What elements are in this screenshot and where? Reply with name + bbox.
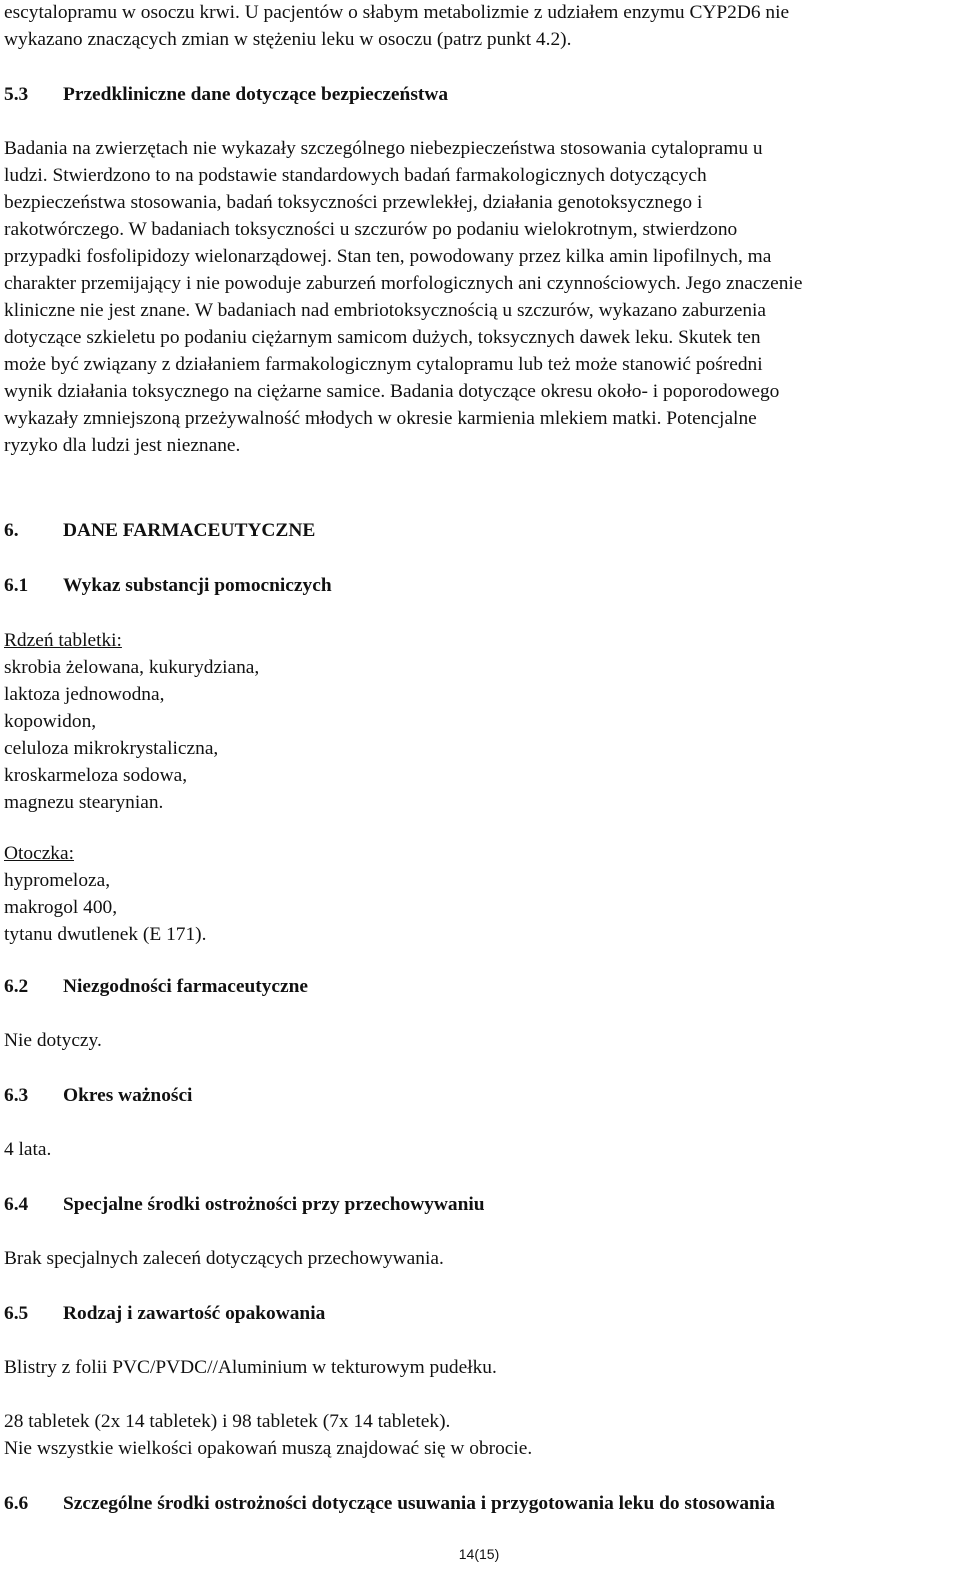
section-title: Wykaz substancji pomocniczych	[63, 575, 332, 596]
intro-line-1: escytalopramu w osoczu krwi. U pacjentów o słabym metabolizmie z udziałem enzymu CYP2D6 nie	[4, 2, 790, 23]
section-6-5-heading	[4, 1300, 954, 1327]
section-5-3-heading	[4, 81, 954, 108]
excipient-item: tytanu dwutlenek (E 171).	[4, 924, 207, 945]
section-6-5-pack-sizes	[4, 1408, 954, 1462]
excipient-item: laktoza jednowodna,	[4, 684, 165, 705]
section-6-4-text: Brak specjalnych zaleceń dotyczących przechowywania.	[4, 1248, 444, 1269]
pack-size-note: Nie wszystkie wielkości opakowań muszą znajdować się w obrocie.	[4, 1438, 533, 1459]
section-6-3-text: 4 lata.	[4, 1139, 52, 1160]
excipients-coating-list	[4, 840, 954, 948]
section-number: 6.3	[4, 1085, 29, 1106]
section-number: 6.1	[4, 575, 29, 596]
section-number: 6.4	[4, 1194, 29, 1215]
section-title: Rodzaj i zawartość opakowania	[63, 1303, 326, 1324]
section-title: DANE FARMACEUTYCZNE	[63, 520, 316, 541]
body-line: kliniczne nie jest znane. W badaniach nad embriotoksycznością u szczurów, wykazano zaburzenia	[4, 300, 767, 321]
section-6-heading	[4, 517, 954, 544]
body-line: przypadki fosfolipidozy wielonarządowej. Stan ten, powodowany przez kilka amin lipofilnych, ma	[4, 246, 772, 267]
body-line: wynik działania toksycznego na ciężarne samice. Badania dotyczące okresu około- i poporodowego	[4, 381, 780, 402]
section-number: 5.3	[4, 84, 29, 105]
excipient-item: kopowidon,	[4, 711, 97, 732]
body-line: bezpieczeństwa stosowania, badań toksyczności przewlekłej, działania genotoksycznego i	[4, 192, 703, 213]
section-title: Niezgodności farmaceutyczne	[63, 976, 309, 997]
section-5-3-body	[4, 135, 954, 459]
section-title: Okres ważności	[63, 1085, 193, 1106]
intro-line-2: wykazano znaczących zmian w stężeniu leku w osoczu (patrz punkt 4.2).	[4, 29, 572, 50]
section-6-4-heading	[4, 1191, 954, 1218]
section-6-3-heading	[4, 1082, 954, 1109]
body-line: ludzi. Stwierdzono to na podstawie standardowych badań farmakologicznych dotyczących	[4, 165, 707, 186]
body-line: wykazały zmniejszoną przeżywalność młodych w okresie karmienia mlekiem matki. Potencjalne	[4, 408, 757, 429]
section-number: 6.5	[4, 1303, 29, 1324]
body-line: charakter przemijający i nie powoduje zaburzeń morfologicznych ani czynnościowych. Jego znaczenie	[4, 273, 803, 294]
section-6-2-text: Nie dotyczy.	[4, 1030, 102, 1051]
body-line: dotyczące szkieletu po podaniu ciężarnym samicom dużych, toksycznych dawek leku. Skutek ten	[4, 327, 761, 348]
section-number: 6.2	[4, 976, 29, 997]
body-line: może być związany z działaniem farmakologicznym cytalopramu lub też może stanowić pośredni	[4, 354, 763, 375]
excipient-item: makrogol 400,	[4, 897, 118, 918]
section-6-2-heading	[4, 973, 954, 1000]
body-line: Badania na zwierzętach nie wykazały szczególnego niebezpieczeństwa stosowania cytalopramu u	[4, 138, 763, 159]
excipient-item: kroskarmeloza sodowa,	[4, 765, 188, 786]
section-6-1-heading	[4, 572, 954, 599]
intro-paragraph	[4, 0, 954, 53]
excipient-item: magnezu stearynian.	[4, 792, 164, 813]
section-6-5-text-1: Blistry z folii PVC/PVDC//Aluminium w tekturowym pudełku.	[4, 1357, 497, 1378]
page-number: 14(15)	[458, 1546, 500, 1562]
core-label: Rdzeń tabletki:	[4, 630, 122, 651]
coating-label: Otoczka:	[4, 843, 74, 864]
section-title: Specjalne środki ostrożności przy przechowywaniu	[63, 1194, 485, 1215]
body-line: ryzyko dla ludzi jest nieznane.	[4, 435, 241, 456]
section-number: 6.6	[4, 1493, 29, 1514]
pack-size-line: 28 tabletek (2x 14 tabletek) i 98 tabletek (7x 14 tabletek).	[4, 1411, 451, 1432]
section-title: Szczególne środki ostrożności dotyczące usuwania i przygotowania leku do stosowania	[63, 1493, 775, 1514]
excipient-item: hypromeloza,	[4, 870, 111, 891]
excipient-item: skrobia żelowana, kukurydziana,	[4, 657, 260, 678]
body-line: rakotwórczego. W badaniach toksyczności u szczurów po podaniu wielokrotnym, stwierdzono	[4, 219, 738, 240]
excipients-core-list	[4, 627, 954, 816]
section-title: Przedkliniczne dane dotyczące bezpieczeństwa	[63, 84, 449, 105]
section-number: 6.	[4, 520, 19, 541]
excipient-item: celuloza mikrokrystaliczna,	[4, 738, 219, 759]
section-6-6-heading	[4, 1490, 954, 1517]
